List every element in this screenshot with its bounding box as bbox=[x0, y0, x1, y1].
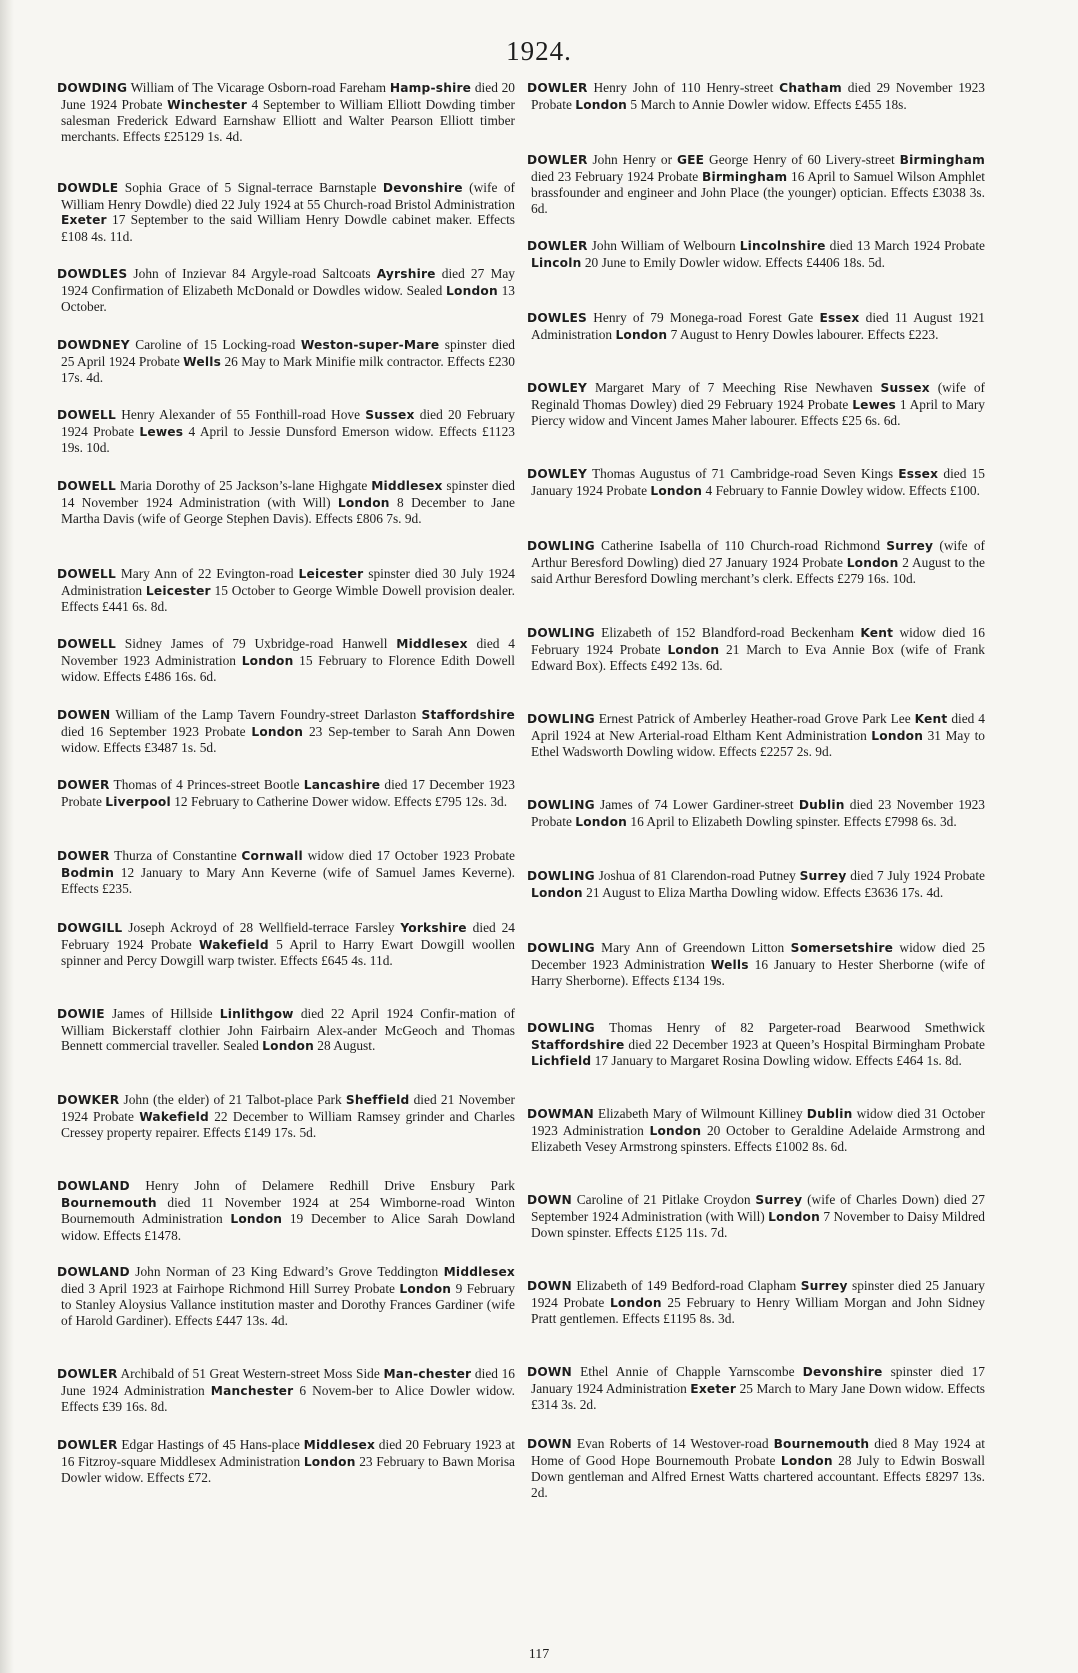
entry-bold-place: GEE bbox=[676, 153, 705, 167]
register-entry bbox=[527, 1436, 985, 1500]
register-entry bbox=[57, 777, 515, 810]
entry-text: 4 April to Jessie Dunsford Emerson widow. Effects £1123 19s. 10d. bbox=[61, 423, 515, 456]
entry-bold-place: Devonshire bbox=[382, 181, 463, 195]
entry-text: Edgar Hastings of 45 Hans-place bbox=[117, 1437, 304, 1452]
register-entry bbox=[57, 1366, 515, 1415]
entry-bold-place: Lincoln bbox=[531, 255, 582, 270]
entry-text: died 4 April 1924 at New Arterial-road Eltham Kent Administration bbox=[531, 711, 985, 743]
entry-text: died 23 November 1923 Probate bbox=[531, 797, 985, 829]
entry-bold-place: Sheffield bbox=[345, 1093, 410, 1107]
entry-bold-place: London bbox=[667, 642, 720, 657]
entry-text: 15 October to George Wimble Dowell provision dealer. Effects £441 6s. 8d. bbox=[61, 582, 515, 615]
entry-bold-place: London bbox=[768, 1209, 820, 1224]
entry-text: died 29 November 1923 Probate bbox=[531, 80, 986, 112]
entry-surname: DOWGILL bbox=[57, 921, 123, 935]
entry-text: died 16 June 1924 Administration bbox=[61, 1366, 516, 1398]
entry-bold-place: Kent bbox=[914, 712, 948, 726]
register-entry bbox=[527, 466, 985, 499]
entry-text: spinster died 17 January 1924 Administration bbox=[531, 1364, 985, 1396]
entry-text: died 11 August 1921 Administration bbox=[531, 310, 985, 342]
entry-bold-place: London bbox=[650, 483, 703, 498]
entry-text: 31 May to Ethel Wadsworth Dowling widow. Effects £2257 2s. 9d. bbox=[531, 727, 985, 760]
entry-text: (wife of William Henry Dowdle) died 22 July 1924 at 55 Church-road Bristol Administration bbox=[61, 180, 515, 212]
entry-text: Ernest Patrick of Amberley Heather-road Grove Park Lee bbox=[594, 711, 915, 726]
entry-surname: DOWELL bbox=[57, 637, 116, 651]
register-entry bbox=[57, 407, 515, 456]
page-year-heading: 1924. bbox=[506, 36, 572, 66]
entry-text: 25 February to Henry William Morgan and John Sidney Pratt gentlemen. Effects £1195 8s. 3d. bbox=[531, 1294, 985, 1327]
register-entry bbox=[527, 380, 985, 429]
entry-surname: DOWLEY bbox=[527, 467, 588, 481]
entry-text: 9 February to Stanley Aloysius Vallance institution master and Dorothy Frances Gardiner (wife of Harold Gardiner). Effects £447 13s. 4d. bbox=[61, 1280, 515, 1328]
entry-bold-place: Winchester bbox=[167, 97, 247, 112]
register-entry bbox=[57, 707, 515, 756]
entry-bold-place: Birmingham bbox=[701, 169, 788, 184]
entry-bold-place: Essex bbox=[898, 467, 939, 481]
register-entry bbox=[57, 566, 515, 615]
entry-bold-place: Lincolnshire bbox=[739, 239, 826, 253]
entry-text: spinster died 25 January 1924 Probate bbox=[531, 1278, 985, 1310]
entry-text: Evan Roberts of 14 Westover-road bbox=[571, 1436, 774, 1451]
entry-bold-place: Sussex bbox=[880, 381, 930, 395]
entry-text: died 20 February 1924 Probate bbox=[61, 407, 515, 439]
entry-text: died 22 December 1923 at Queen’s Hospital Birmingham Probate bbox=[624, 1036, 985, 1052]
entry-surname: DOWDLES bbox=[57, 267, 128, 281]
entry-text: died 4 November 1923 Administration bbox=[61, 636, 515, 668]
entry-bold-place: London bbox=[337, 495, 390, 510]
entry-text: 16 April to Elizabeth Dowling spinster. Effects £7998 6s. 3d. bbox=[627, 813, 957, 829]
register-entry bbox=[57, 266, 515, 315]
entry-text: James of 74 Lower Gardiner-street bbox=[594, 797, 799, 812]
entry-bold-place: Leicester bbox=[145, 583, 211, 598]
entry-text: 21 August to Eliza Martha Dowling widow. Effects £3636 17s. 4d. bbox=[582, 884, 944, 900]
entry-text: John William of Welbourn bbox=[587, 238, 740, 253]
entry-bold-place: Dublin bbox=[798, 798, 845, 812]
entry-text: 2 August to the said Arthur Beresford Dowling merchant’s clerk. Effects £279 16s. 10d. bbox=[531, 554, 985, 587]
entry-text: 19 December to Alice Sarah Dowland widow. Effects £1478. bbox=[61, 1211, 515, 1243]
register-entry bbox=[57, 1178, 515, 1243]
entry-text: 12 January to Mary Ann Keverne (wife of Samuel James Keverne). Effects £235. bbox=[61, 864, 515, 897]
entry-text: 22 December to William Ramsey grinder and Charles Cressey property repairer. Effects £149 17s. 5d. bbox=[61, 1108, 516, 1141]
entry-surname: DOWLAND bbox=[57, 1265, 130, 1279]
register-entry bbox=[57, 1264, 515, 1328]
entry-bold-place: London bbox=[241, 653, 294, 668]
entry-bold-place: Essex bbox=[819, 311, 860, 325]
entry-bold-place: Wells bbox=[710, 957, 749, 972]
entry-text: 7 August to Henry Dowles labourer. Effects £223. bbox=[667, 326, 939, 342]
entry-bold-place: Bodmin bbox=[61, 865, 115, 880]
entry-bold-place: London bbox=[251, 724, 304, 739]
entry-text: Sophia Grace of 5 Signal-terrace Barnstaple bbox=[118, 180, 383, 195]
entry-bold-place: London bbox=[780, 1453, 833, 1468]
entry-bold-place: London bbox=[446, 283, 498, 298]
entry-bold-place: Lewes bbox=[139, 424, 184, 439]
entry-text: died 15 January 1924 Probate bbox=[531, 466, 985, 498]
entry-text: Elizabeth of 152 Blandford-road Beckenham bbox=[594, 625, 861, 640]
entry-bold-place: London bbox=[609, 1295, 662, 1310]
entry-surname: DOWN bbox=[527, 1193, 572, 1207]
entry-text: Margaret Mary of 7 Meeching Rise Newhaven bbox=[587, 380, 881, 395]
entry-bold-place: Staffordshire bbox=[421, 708, 515, 722]
entry-text: died 11 November 1924 at 254 Wimborne-road Winton Bournemouth Administration bbox=[61, 1194, 515, 1227]
entry-text: Joseph Ackroyd of 28 Wellfield-terrace Farsley bbox=[122, 920, 401, 935]
entry-bold-place: Lichfield bbox=[531, 1054, 592, 1069]
entry-text: Thomas Augustus of 71 Cambridge-road Seven Kings bbox=[587, 466, 899, 481]
entry-surname: DOWN bbox=[527, 1279, 572, 1293]
entry-text: 20 October to Geraldine Adelaide Armstrong and Elizabeth Vesey Armstrong spinsters. Effects £1002 8s. 6d. bbox=[531, 1122, 985, 1155]
entry-text: 13 October. bbox=[61, 282, 515, 315]
entry-bold-place: Middlesex bbox=[396, 637, 468, 651]
entry-bold-place: Hamp-shire bbox=[389, 81, 472, 95]
register-entry bbox=[57, 80, 515, 144]
entry-bold-place: Staffordshire bbox=[531, 1037, 625, 1052]
entry-text: Ethel Annie of Chapple Yarnscombe bbox=[571, 1364, 803, 1379]
register-entry bbox=[57, 337, 515, 386]
entry-surname: DOWLES bbox=[527, 311, 587, 325]
entry-bold-place: London bbox=[230, 1212, 283, 1227]
entry-text: 7 November to Daisy Mildred Down spinster. Effects £125 11s. 7d. bbox=[531, 1208, 986, 1241]
entry-text: Elizabeth Mary of Wilmount Killiney bbox=[593, 1106, 807, 1121]
entry-text: died 3 April 1923 at Fairhope Richmond Hill Surrey Probate bbox=[61, 1280, 400, 1296]
entry-text: widow died 25 December 1923 Administration bbox=[531, 940, 985, 972]
entry-bold-place: Middlesex bbox=[303, 1438, 376, 1452]
entry-surname: DOWLER bbox=[527, 81, 588, 95]
entry-text: John of Inzievar 84 Argyle-road Saltcoats bbox=[127, 266, 377, 281]
entry-text: 5 March to Annie Dowler widow. Effects £455 18s. bbox=[627, 96, 907, 112]
register-entry bbox=[527, 1278, 985, 1327]
register-entry bbox=[527, 711, 985, 760]
entry-surname: DOWLING bbox=[527, 626, 595, 640]
entry-surname: DOWELL bbox=[57, 567, 116, 581]
entry-text: 1 April to Mary Piercy widow and Vincent James Maher labourer. Effects £25 6s. 6d. bbox=[531, 396, 985, 429]
entry-text: 20 June to Emily Dowler widow. Effects £4406 18s. 5d. bbox=[581, 254, 885, 270]
entry-bold-place: London bbox=[575, 97, 628, 112]
entry-text: Catherine Isabella of 110 Church-road Richmond bbox=[594, 538, 887, 553]
entry-surname: DOWER bbox=[57, 849, 110, 863]
entry-text: widow died 17 October 1923 Probate bbox=[302, 848, 515, 863]
entry-text: (wife of Arthur Beresford Dowling) died 27 January 1924 Probate bbox=[531, 538, 985, 570]
entry-text: died 17 December 1923 Probate bbox=[61, 777, 515, 809]
register-entry bbox=[527, 1364, 985, 1413]
entry-bold-place: London bbox=[575, 814, 628, 829]
entry-bold-place: Middlesex bbox=[371, 479, 443, 493]
entry-bold-place: Middlesex bbox=[443, 1265, 515, 1279]
entry-text: Thomas Henry of 82 Pargeter-road Bearwood Smethwick bbox=[594, 1020, 985, 1035]
entry-text: 21 March to Eva Annie Box (wife of Frank Edward Box). Effects £492 13s. 6d. bbox=[531, 641, 985, 674]
register-entry bbox=[527, 1020, 985, 1070]
entry-text: died 20 February 1923 at 16 Fitzroy-square Middlesex Administration bbox=[61, 1437, 515, 1469]
entry-surname: DOWLEY bbox=[527, 381, 588, 395]
entry-text: Elizabeth of 149 Bedford-road Clapham bbox=[571, 1278, 801, 1293]
entry-text: 12 February to Catherine Dower widow. Effects £795 12s. 3d. bbox=[170, 793, 508, 809]
entry-text: Caroline of 21 Pitlake Croydon bbox=[571, 1192, 756, 1207]
entry-text: died 24 February 1924 Probate bbox=[61, 920, 515, 952]
entry-text: widow died 16 February 1924 Probate bbox=[531, 625, 985, 657]
entry-text: died 23 February 1924 Probate bbox=[531, 168, 702, 184]
entry-bold-place: Bournemouth bbox=[61, 1195, 157, 1210]
register-entry bbox=[527, 625, 985, 674]
entry-text: died 13 March 1924 Probate bbox=[825, 238, 985, 253]
entry-bold-place: Surrey bbox=[800, 1279, 848, 1293]
entry-surname: DOWN bbox=[527, 1437, 572, 1451]
entry-bold-place: Chatham bbox=[779, 81, 842, 95]
page-number: 117 bbox=[528, 1647, 550, 1662]
register-entry bbox=[527, 238, 985, 271]
entry-text: 16 January to Hester Sherborne (wife of Harry Sherborne). Effects £134 19s. bbox=[531, 956, 985, 989]
entry-text: 26 May to Mark Minifie milk contractor. Effects £230 17s. 4d. bbox=[61, 353, 515, 386]
entry-bold-place: Wakefield bbox=[199, 937, 269, 952]
entry-text: 25 March to Mary Jane Down widow. Effects £314 3s. 2d. bbox=[531, 1380, 986, 1413]
entry-text: spinster died 30 July 1924 Administration bbox=[61, 566, 515, 598]
entry-surname: DOWN bbox=[527, 1365, 572, 1379]
entry-text: Thomas of 4 Princes-street Bootle bbox=[109, 777, 304, 792]
entry-surname: DOWEN bbox=[57, 708, 111, 722]
entry-text: Archibald of 51 Great Western-street Moss Side bbox=[117, 1366, 384, 1381]
register-entry bbox=[57, 478, 515, 527]
entry-surname: DOWLER bbox=[527, 153, 588, 167]
entry-surname: DOWLING bbox=[527, 798, 595, 812]
entry-surname: DOWLING bbox=[527, 869, 595, 883]
entry-text: Henry of 79 Monega-road Forest Gate bbox=[587, 310, 820, 325]
entry-bold-place: London bbox=[871, 728, 924, 743]
entry-bold-place: Wakefield bbox=[139, 1109, 209, 1124]
page-binding-edge bbox=[0, 0, 14, 1673]
register-entry bbox=[57, 180, 515, 244]
entry-bold-place: Lancashire bbox=[303, 778, 381, 792]
entry-surname: DOWLING bbox=[527, 539, 595, 553]
entry-surname: DOWKER bbox=[57, 1093, 120, 1107]
entry-surname: DOWLER bbox=[57, 1438, 118, 1452]
entry-bold-place: Birmingham bbox=[899, 153, 985, 167]
entry-surname: DOWIE bbox=[57, 1007, 105, 1021]
entry-text: 4 September to William Elliott Dowding timber salesman Frederick Edward Earnshaw Elliott and Walter Pearson Elliott timber merchants. Effects £25129 1s. 4d. bbox=[61, 96, 515, 144]
register-entry bbox=[57, 920, 515, 969]
entry-text: John Henry or bbox=[587, 152, 677, 167]
entry-bold-place: London bbox=[531, 885, 583, 900]
entry-text: Henry John of 110 Henry-street bbox=[587, 80, 780, 95]
entry-bold-place: Liverpool bbox=[105, 794, 171, 809]
entry-text: 23 Sep-tember to Sarah Ann Dowen widow. Effects £3487 1s. 5d. bbox=[61, 723, 515, 756]
entry-bold-place: Devonshire bbox=[802, 1365, 883, 1379]
entry-bold-place: London bbox=[615, 327, 668, 342]
entry-bold-place: Bournemouth bbox=[773, 1437, 870, 1451]
entry-text: James of Hillside bbox=[104, 1006, 220, 1021]
entry-bold-place: Yorkshire bbox=[400, 921, 467, 935]
entry-surname: DOWELL bbox=[57, 479, 116, 493]
entry-text: William of The Vicarage Osborn-road Fareham bbox=[127, 80, 390, 95]
entry-bold-place: Somersetshire bbox=[790, 941, 894, 955]
entry-text: 17 September to the said William Henry Dowdle cabinet maker. Effects £108 4s. 11d. bbox=[61, 212, 515, 244]
entry-text: died 20 June 1924 Probate bbox=[61, 80, 515, 112]
entry-text: 23 February to Bawn Morisa Dowler widow. Effects £72. bbox=[61, 1453, 515, 1486]
entry-surname: DOWLER bbox=[527, 239, 588, 253]
entry-text: Sidney James of 79 Uxbridge-road Hanwell bbox=[115, 636, 397, 651]
register-entry bbox=[57, 848, 515, 897]
entry-text: George Henry of 60 Livery-street bbox=[704, 152, 900, 167]
entry-text: (wife of Charles Down) died 27 September 1924 Administration (with Will) bbox=[531, 1192, 985, 1224]
entry-surname: DOWDING bbox=[57, 81, 128, 95]
entry-bold-place: London bbox=[399, 1281, 452, 1296]
entry-text: 17 January to Margaret Rosina Dowling widow. Effects £464 1s. 8d. bbox=[591, 1053, 962, 1069]
entry-text: 15 February to Florence Edith Dowell widow. Effects £486 16s. 6d. bbox=[61, 652, 515, 685]
register-entry bbox=[527, 80, 985, 113]
entry-text: died 22 April 1924 Confir-mation of William Bickerstaff clothier John Fairbairn Alex-ander McGeoch and Thomas Bennett commercial traveller. Sealed bbox=[61, 1006, 515, 1054]
entry-bold-place: Linlithgow bbox=[219, 1007, 294, 1021]
entry-text: died 21 November 1924 Probate bbox=[61, 1092, 515, 1124]
entry-surname: DOWER bbox=[57, 778, 110, 792]
register-entry bbox=[527, 538, 985, 587]
entry-bold-place: Lewes bbox=[852, 397, 897, 412]
entry-bold-place: Weston-super-Mare bbox=[300, 338, 440, 352]
entry-bold-place: Surrey bbox=[799, 869, 847, 883]
entry-bold-place: Cornwall bbox=[241, 849, 303, 863]
entry-text: died 27 May 1924 Confirmation of Elizabeth McDonald or Dowdles widow. Sealed bbox=[61, 266, 515, 298]
entry-bold-place: Leicester bbox=[298, 567, 364, 581]
entry-text: died 7 July 1924 Probate bbox=[846, 868, 985, 883]
entry-surname: DOWLAND bbox=[57, 1179, 130, 1193]
entry-surname: DOWELL bbox=[57, 408, 116, 422]
entry-text: Maria Dorothy of 25 Jackson’s-lane Highgate bbox=[115, 478, 372, 493]
entry-text: Henry Alexander of 55 Fonthill-road Hove bbox=[115, 407, 366, 422]
entry-surname: DOWDNEY bbox=[57, 338, 130, 352]
register-entry bbox=[527, 940, 985, 989]
register-entry bbox=[57, 1006, 515, 1055]
entry-text: 5 April to Harry Ewart Dowgill woollen spinner and Percy Dowgill warp twister. Effects £645 4s. 11d. bbox=[61, 936, 515, 969]
entry-bold-place: Surrey bbox=[886, 539, 934, 553]
entry-surname: DOWLER bbox=[57, 1367, 118, 1381]
entry-text: Joshua of 81 Clarendon-road Putney bbox=[594, 868, 800, 883]
entry-bold-place: London bbox=[649, 1123, 702, 1138]
entry-text: 6 Novem-ber to Alice Dowler widow. Effects £39 16s. 8d. bbox=[61, 1382, 515, 1415]
register-entry bbox=[57, 1437, 515, 1486]
entry-text: Caroline of 15 Locking-road bbox=[129, 337, 301, 352]
entry-text: Mary Ann of 22 Evington-road bbox=[115, 566, 299, 581]
entry-text: John Norman of 23 King Edward’s Grove Teddington bbox=[129, 1264, 444, 1279]
register-entry bbox=[527, 868, 985, 901]
entry-text: John (the elder) of 21 Talbot-place Park bbox=[119, 1092, 346, 1107]
entry-surname: DOWLING bbox=[527, 941, 595, 955]
register-entry bbox=[527, 152, 985, 216]
entry-text: Mary Ann of Greendown Litton bbox=[594, 940, 791, 955]
entry-text: spinster died 14 November 1924 Administration (with Will) bbox=[61, 478, 515, 510]
entry-bold-place: Surrey bbox=[755, 1193, 803, 1207]
entry-bold-place: London bbox=[303, 1454, 356, 1469]
register-entry bbox=[527, 1192, 985, 1241]
entry-bold-place: Sussex bbox=[365, 408, 415, 422]
entry-text: spinster died 25 April 1924 Probate bbox=[61, 337, 515, 369]
register-entry bbox=[527, 1106, 985, 1155]
entry-text: Henry John of Delamere Redhill Drive Ensbury Park bbox=[129, 1178, 515, 1193]
entry-bold-place: Ayrshire bbox=[376, 267, 436, 281]
entry-text: widow died 31 October 1923 Administration bbox=[531, 1106, 986, 1138]
entry-bold-place: Wells bbox=[183, 354, 222, 369]
register-entry bbox=[527, 797, 985, 830]
entry-bold-place: Manchester bbox=[210, 1383, 294, 1398]
entry-surname: DOWMAN bbox=[527, 1107, 594, 1121]
entry-surname: DOWLING bbox=[527, 712, 595, 726]
entry-surname: DOWLING bbox=[527, 1021, 595, 1035]
entry-bold-place: Dublin bbox=[806, 1107, 853, 1121]
entry-text: 28 August. bbox=[313, 1038, 376, 1054]
register-entry bbox=[527, 310, 985, 343]
entry-bold-place: London bbox=[262, 1039, 314, 1054]
entry-bold-place: London bbox=[846, 555, 899, 570]
entry-text: 8 December to Jane Martha Davis (wife of George Stephen Davis). Effects £806 7s. 9d. bbox=[61, 494, 515, 527]
entry-text: 4 February to Fannie Dowley widow. Effects £100. bbox=[702, 482, 980, 498]
entry-bold-place: Exeter bbox=[61, 213, 107, 228]
register-entry bbox=[57, 636, 515, 685]
entry-bold-place: Exeter bbox=[690, 1381, 737, 1396]
entry-bold-place: Kent bbox=[860, 626, 894, 640]
entry-text: died 16 September 1923 Probate bbox=[61, 723, 252, 739]
entry-surname: DOWDLE bbox=[57, 181, 119, 195]
entry-text: Thurza of Constantine bbox=[109, 848, 242, 863]
entry-text: William of the Lamp Tavern Foundry-street Darlaston bbox=[110, 707, 422, 722]
entry-text: (wife of Reginald Thomas Dowley) died 29 February 1924 Probate bbox=[531, 380, 985, 412]
entry-bold-place: Man-chester bbox=[383, 1367, 472, 1381]
entry-text: 16 April to Samuel Wilson Amphlet brassfounder and engineer and John Place (the younger) optician. Effects £3038 3s. 6d. bbox=[531, 168, 985, 216]
entry-text: 28 July to Edwin Boswall Down gentleman and Alfred Ernest Watts chartered accountant. Effects £8297 13s. 2d. bbox=[531, 1452, 985, 1500]
register-entry bbox=[57, 1092, 515, 1141]
entry-text: died 8 May 1924 at Home of Good Hope Bournemouth Probate bbox=[531, 1436, 986, 1468]
